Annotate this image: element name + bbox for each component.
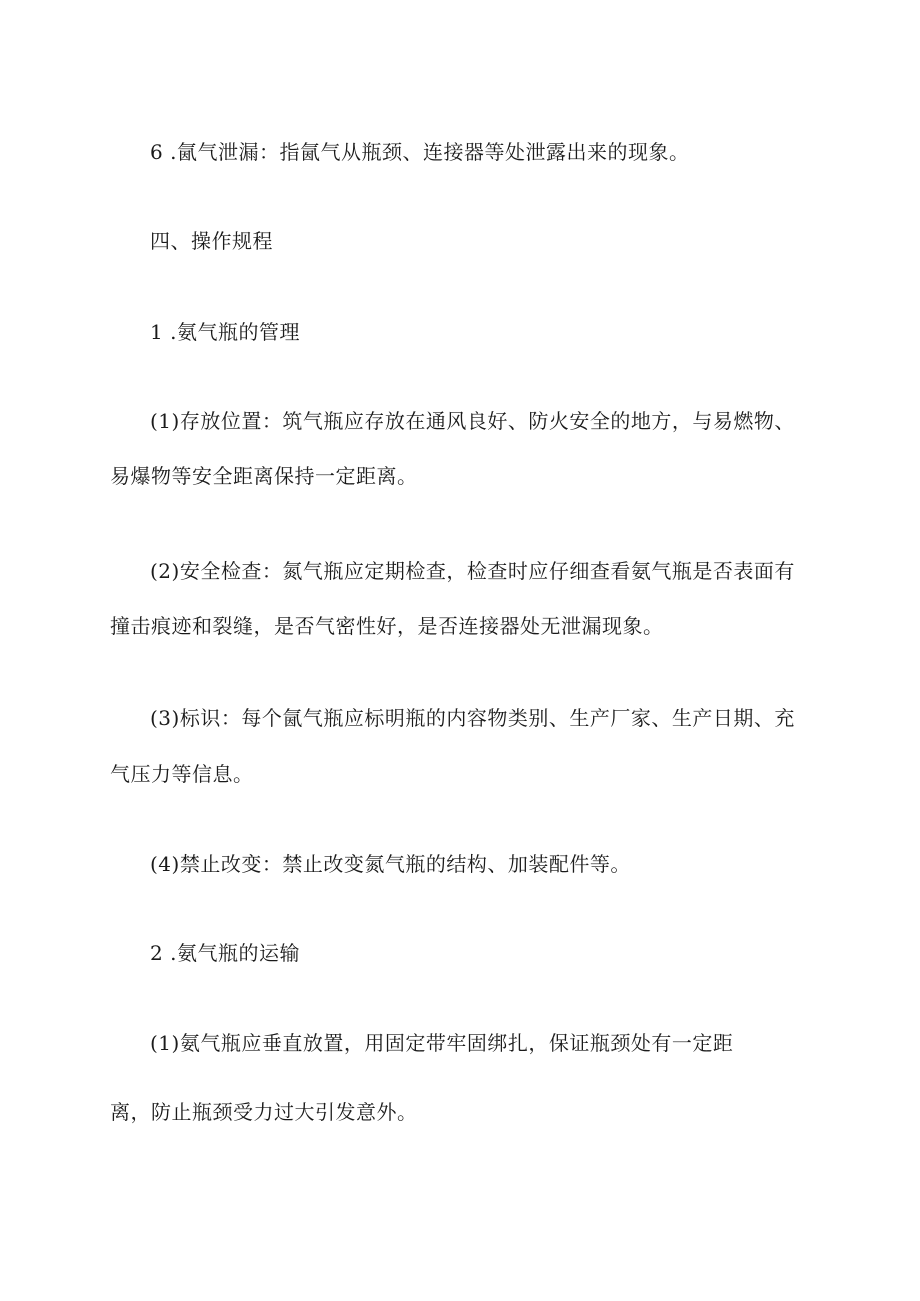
paragraph-2-line-2: 撞击痕迹和裂缝，是否气密性好，是否连接器处无泄漏现象。 <box>110 614 664 638</box>
paragraph-3-line-1: (3)标识：每个氤气瓶应标明瓶的内容物类别、生产厂家、生产日期、充 <box>150 706 795 730</box>
paragraph-1-line-2: 易爆物等安全距离保持一定距离。 <box>110 464 418 488</box>
section-4-heading: 四、操作规程 <box>150 229 273 253</box>
paragraph-2-line-1: (2)安全检查：氮气瓶应定期检查，检查时应仔细查看氨气瓶是否表面有 <box>150 559 795 583</box>
paragraph-5-line-2: 离，防止瓶颈受力过大引发意外。 <box>110 1100 418 1124</box>
paragraph-3-line-2: 气压力等信息。 <box>110 762 254 786</box>
subsection-2-heading: 2 .氨气瓶的运输 <box>150 941 300 965</box>
subsection-1-heading: 1 .氨气瓶的管理 <box>150 320 300 344</box>
paragraph-1-line-1: (1)存放位置：筑气瓶应存放在通风良好、防火安全的地方，与易燃物、 <box>150 409 795 433</box>
paragraph-4-line-1: (4)禁止改变：禁止改变氮气瓶的结构、加装配件等。 <box>150 852 631 876</box>
item-6-text: 6 .氤气泄漏：指氤气从瓶颈、连接器等处泄露出来的现象。 <box>150 140 690 164</box>
paragraph-5-line-1: (1)氨气瓶应垂直放置，用固定带牢固绑扎，保证瓶颈处有一定距 <box>150 1031 734 1055</box>
